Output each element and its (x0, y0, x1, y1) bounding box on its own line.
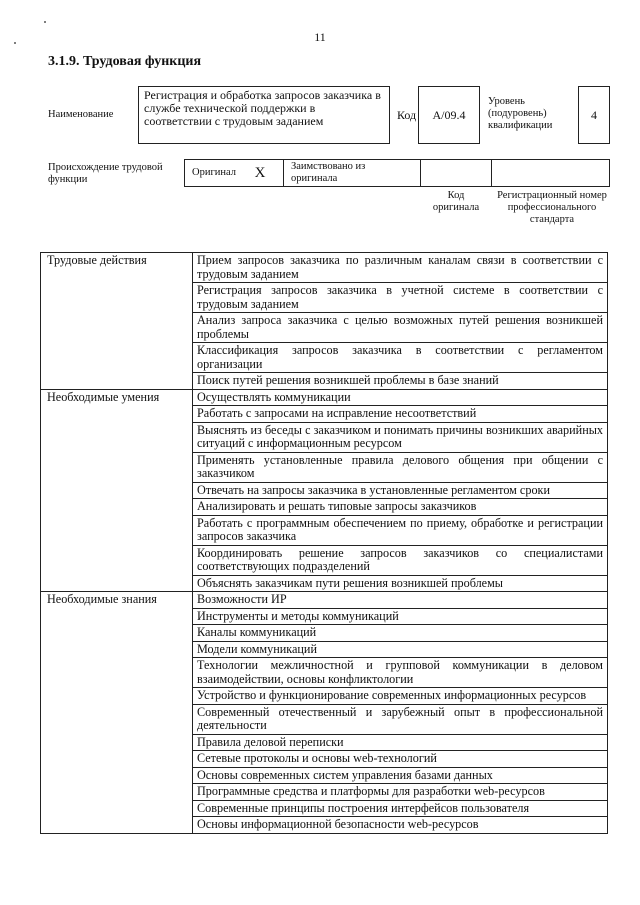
scan-artifact (44, 21, 46, 23)
section-item: Регистрация запросов заказчика в учетной системе в соответствии с трудовым заданием (193, 283, 608, 313)
section-item: Координировать решение запросов заказчиков со специалистами соответствующих подразделений (193, 545, 608, 575)
name-value: Регистрация и обработка запросов заказчика в службе технической поддержки в соответствии с трудовым заданием (144, 88, 381, 128)
section-item: Работать с программным обеспечением по приему, обработке и регистрации запросов заказчика (193, 515, 608, 545)
section-item: Современные принципы построения интерфейсов пользователя (193, 800, 608, 817)
scan-artifact (14, 42, 16, 44)
section-item: Поиск путей решения возникшей проблемы в базе знаний (193, 373, 608, 390)
table-row (41, 592, 608, 609)
labor-function-table (40, 252, 608, 834)
name-value-box (138, 86, 390, 144)
section-item: Основы современных систем управления базами данных (193, 767, 608, 784)
section-item: Современный отечественный и зарубежный опыт в профессиональной деятельности (193, 704, 608, 734)
section-item: Применять установленные правила делового общения при общении с заказчиком (193, 452, 608, 482)
level-value-box (578, 86, 610, 144)
section-item: Программные средства и платформы для разработки web-ресурсов (193, 784, 608, 801)
page-number: 11 (314, 30, 326, 44)
table-row (41, 389, 608, 406)
origin-label: Происхождение трудовой функции (48, 162, 163, 185)
labor-function-table-body (41, 253, 608, 834)
borrowed-label: Заимствовано из оригинала (291, 161, 366, 184)
origin-borrowed-cell (283, 159, 421, 187)
section-item: Технологии межличностной и групповой коммуникации в деловом взаимодействии, основы конфликтологии (193, 658, 608, 688)
origin-code-cell (420, 159, 492, 187)
section-title-cell: Необходимые знания (41, 592, 193, 834)
section-title-cell: Трудовые действия (41, 253, 193, 390)
code-value: А/09.4 (432, 107, 466, 122)
origin-reg-cell (491, 159, 610, 187)
section-item: Отвечать на запросы заказчика в установленные регламентом сроки (193, 482, 608, 499)
section-title-cell: Необходимые умения (41, 389, 193, 592)
reg-number-label: Регистрационный номер профессионального стандарта (497, 190, 607, 225)
section-item: Модели коммуникаций (193, 641, 608, 658)
original-label: Оригинал (192, 167, 236, 178)
level-value: 4 (591, 107, 597, 122)
section-item: Объяснять заказчикам пути решения возникшей проблемы (193, 575, 608, 592)
section-item: Устройство и функционирование современных информационных ресурсов (193, 688, 608, 705)
section-item: Работать с запросами на исправление несоответствий (193, 406, 608, 423)
section-item: Классификация запросов заказчика в соответствии с регламентом организации (193, 343, 608, 373)
section-title: 3.1.9. Трудовая функция (48, 54, 202, 69)
section-item: Возможности ИР (193, 592, 608, 609)
section-item: Правила деловой переписки (193, 734, 608, 751)
section-item: Инструменты и методы коммуникаций (193, 608, 608, 625)
section-item: Сетевые протоколы и основы web-технологий (193, 751, 608, 768)
section-item: Анализировать и решать типовые запросы заказчиков (193, 499, 608, 516)
table-row (41, 253, 608, 283)
section-item: Каналы коммуникаций (193, 625, 608, 642)
section-item: Основы информационной безопасности web-ресурсов (193, 817, 608, 834)
section-item: Анализ запроса заказчика с целью возможных путей решения возникшей проблемы (193, 313, 608, 343)
level-label: Уровень (подуровень) квалификации (488, 96, 553, 131)
section-item: Выяснять из беседы с заказчиком и понимать причины возникших аварийных ситуаций с информационным ресурсом (193, 422, 608, 452)
name-label: Наименование (48, 109, 114, 120)
code-value-box (418, 86, 480, 144)
code-label: Код (397, 107, 417, 122)
section-item: Прием запросов заказчика по различным каналам связи в соответствии с трудовым заданием (193, 253, 608, 283)
section-item: Осуществлять коммуникации (193, 389, 608, 406)
original-mark: X (254, 164, 266, 181)
code-original-label: Код оригинала (432, 190, 480, 213)
